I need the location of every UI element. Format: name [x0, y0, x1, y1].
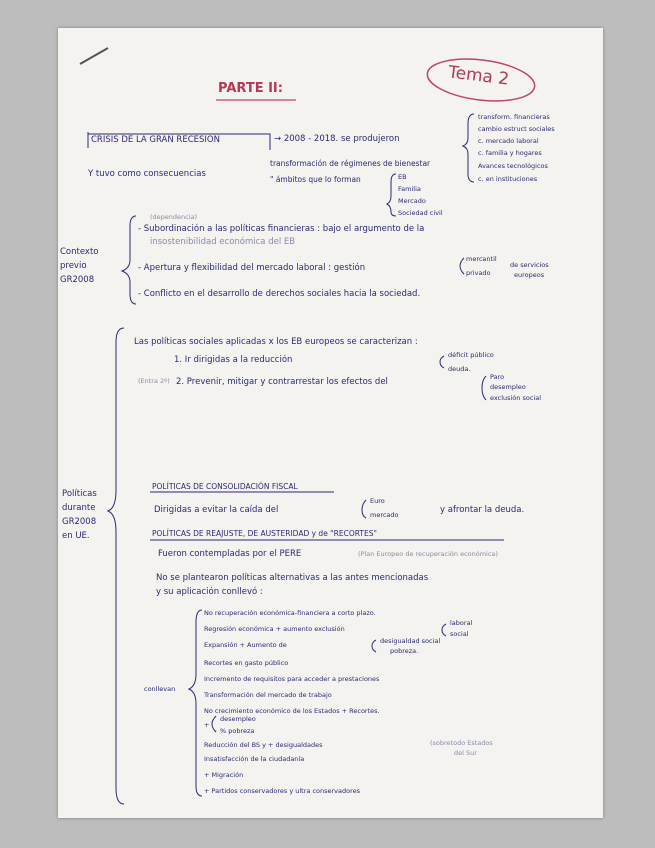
pcf-euro: Euro	[370, 497, 385, 505]
politicas-label-2: durante	[62, 503, 96, 513]
item-2-opt: exclusión social	[490, 394, 542, 402]
contexto-europeos: europeos	[514, 271, 545, 279]
contexto-privado: privado	[466, 269, 491, 277]
pcf-title: POLÍTICAS DE CONSOLIDACIÓN FISCAL	[152, 482, 298, 491]
pra-title: POLÍTICAS DE REAJUSTE, DE AUSTERIDAD y de "RECORTES"	[152, 529, 377, 538]
consecuencia-9: Reducción del BS y + desigualdades	[204, 741, 323, 749]
contexto-line-2a: - Apertura y flexibilidad del mercado laboral : gestión	[138, 263, 366, 273]
ambitos-text: " ámbitos que lo forman	[270, 175, 361, 184]
consecuencia-12: + Partidos conservadores y ultra conservadores	[204, 787, 361, 795]
item-2-pre: (Entra 2º)	[138, 377, 170, 385]
contexto-label-2: previo	[60, 261, 87, 271]
consequence-item: cambio estruct sociales	[478, 125, 555, 133]
consequence-item: c. mercado laboral	[478, 137, 539, 145]
ambito-item: Sociedad civil	[398, 209, 443, 217]
politicas-intro: Las políticas sociales aplicadas x los EB europeos se caracterizan :	[134, 337, 418, 347]
politicas-label-1: Políticas	[62, 489, 97, 499]
conllevan-label: conllevan	[144, 685, 176, 693]
ambito-item: EB	[398, 173, 407, 181]
contexto-line-3: - Conflicto en el desarrollo de derechos sociales hacia la sociedad.	[138, 289, 421, 299]
contexto-line-1b: insostenibilidad económica del EB	[150, 237, 296, 247]
consecuencia-1: No recuperación económica-financiera a corto plazo.	[204, 609, 376, 617]
dependencia-note: (dependencia)	[150, 213, 198, 221]
pra-b: (Plan Europeo de recuperación económica)	[358, 550, 498, 558]
consecuencia-2: Regresión económica + aumento exclusión	[204, 625, 345, 633]
tuvo-text: Y tuvo como consecuencias	[88, 169, 206, 179]
consecuencia-8: +	[204, 721, 210, 729]
consecuencia-3-pobreza: pobreza.	[390, 647, 419, 655]
item-2-opt: Paro	[490, 373, 505, 381]
consecuencia-3-desigualdad: desigualdad social	[380, 637, 441, 645]
item-1c: deuda.	[448, 365, 471, 373]
consecuencia-2-laboral: laboral	[450, 619, 473, 627]
nose-a: No se plantearon políticas alternativas a las antes mencionadas	[156, 573, 429, 583]
page-title: PARTE II:	[218, 81, 283, 96]
ambito-item: Familia	[398, 185, 421, 193]
item-2: 2. Prevenir, mitigar y contrarrestar los efectos del	[176, 377, 388, 387]
politicas-label-3: GR2008	[62, 517, 97, 527]
consecuencia-9-note: (sobretodo Estados	[430, 739, 493, 747]
tema-label: Tema 2	[447, 62, 511, 90]
consecuencia-8-pobreza: % pobreza	[220, 727, 255, 735]
pcf-d: y afrontar la deuda.	[440, 505, 525, 515]
consecuencia-8-desempleo: desempleo	[220, 715, 256, 723]
consecuencia-9-sur: del Sur	[454, 749, 477, 757]
crisis-period: → 2008 - 2018. se produjeron	[274, 134, 400, 144]
pcf-a: Dirigidas a evitar la caída del	[154, 505, 279, 515]
contexto-servicios: de servicios	[510, 261, 549, 269]
contexto-line-1a: - Subordinación a las políticas financieras : bajo el argumento de la	[138, 224, 425, 234]
item-1a: 1. Ir dirigidas a la reducción	[174, 355, 293, 365]
consecuencia-10: Insatisfacción de la ciudadanía	[204, 755, 305, 763]
consequence-item: c. familia y hogares	[478, 149, 542, 157]
consecuencia-5: Incremento de requisitos para acceder a prestaciones	[204, 675, 380, 683]
notebook-page	[58, 28, 603, 818]
consecuencia-11: + Migración	[204, 771, 244, 779]
contexto-label-3: GR2008	[60, 275, 95, 285]
item-1b: déficit público	[448, 351, 494, 359]
consequence-item: Avances tecnológicos	[478, 162, 548, 170]
contexto-mercantil: mercantil	[466, 255, 497, 263]
consequence-item: c. en instituciones	[478, 175, 538, 183]
nose-b: y su aplicación conllevó :	[156, 587, 263, 597]
transformacion-text: transformación de régimenes de bienestar	[270, 159, 431, 168]
consequence-item: transform. financieras	[478, 113, 550, 121]
consecuencia-4: Recortes en gasto público	[204, 659, 289, 667]
consecuencia-2-social: social	[450, 630, 469, 638]
item-2-opt: desempleo	[490, 383, 526, 391]
politicas-label-4: en UE.	[62, 531, 90, 541]
ambito-item: Mercado	[398, 197, 426, 205]
consecuencia-7: No crecimiento económico de los Estados + Recortes.	[204, 707, 380, 715]
contexto-label-1: Contexto	[60, 247, 99, 257]
crisis-title: CRISIS DE LA GRAN RECESION	[91, 135, 220, 145]
pcf-mercado: mercado	[370, 511, 399, 519]
consecuencia-6: Transformación del mercado de trabajo	[204, 691, 332, 699]
consecuencia-3: Expansión + Aumento de	[204, 641, 287, 649]
pen-marks	[58, 28, 603, 818]
pra-a: Fueron contempladas por el PERE	[158, 549, 302, 559]
